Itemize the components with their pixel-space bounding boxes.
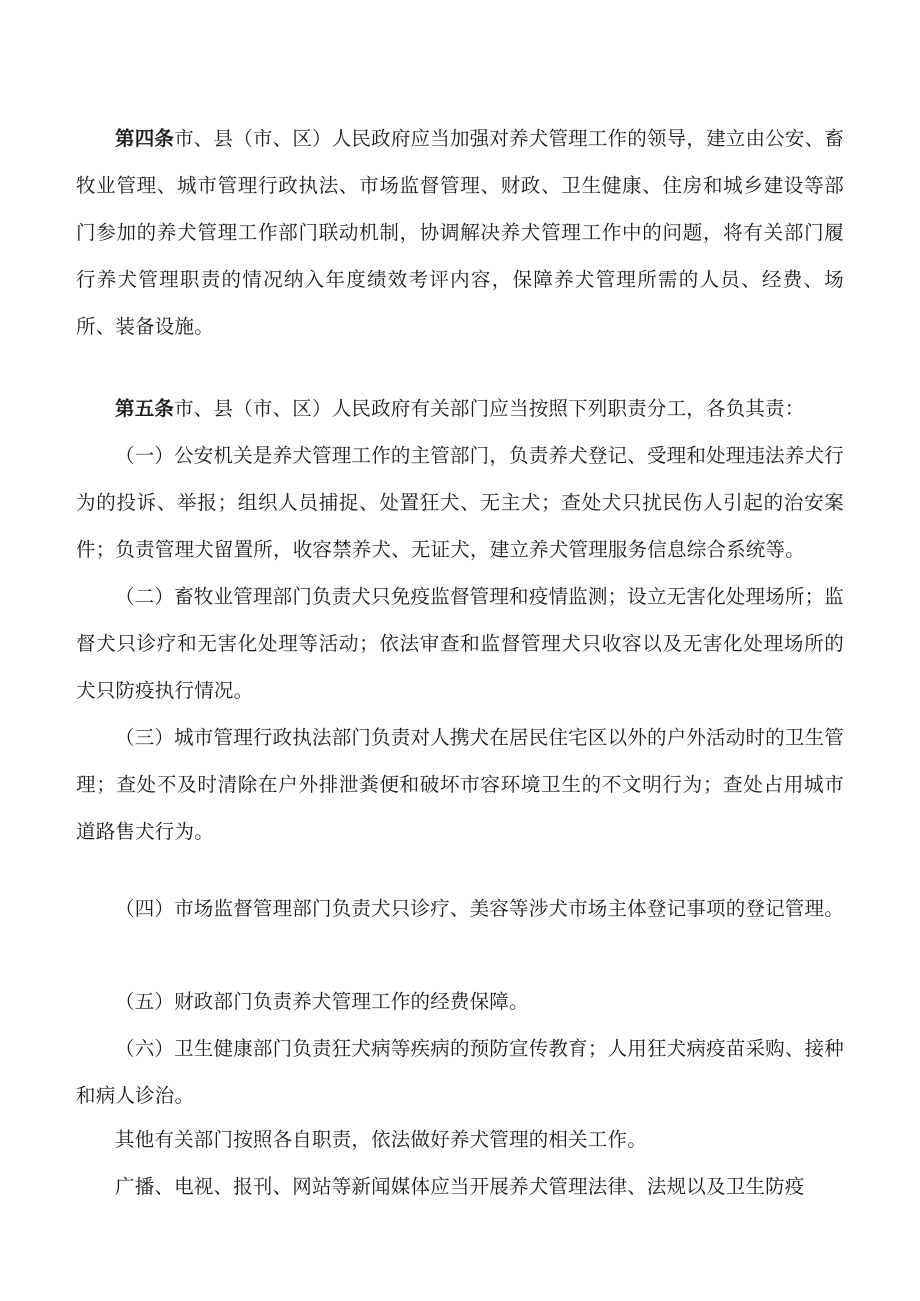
article-4-paragraph bbox=[76, 115, 844, 350]
article-5-item-1: （一）公安机关是养犬管理工作的主管部门，负责养犬登记、受理和处理违法养犬行为的投诉、举报；组织人员捕捉、处置狂犬、无主犬；查处犬只扰民伤人引起的治安案件；负责管理犬留置所，收容禁养犬、无证犬，建立养犬管理服务信息综合系统等。 bbox=[76, 444, 844, 561]
article-4-heading: 第四条 bbox=[115, 127, 175, 150]
media-paragraph: 广播、电视、报刊、网站等新闻媒体应当开展养犬管理法律、法规以及卫生防疫 bbox=[115, 1175, 805, 1198]
article-5-item-3: （三）城市管理行政执法部门负责对人携犬在居民住宅区以外的户外活动时的卫生管理；查处不及时清除在户外排泄粪便和破坏市容环境卫生的不文明行为；查处占用城市道路售犬行为。 bbox=[76, 726, 844, 843]
article-5-text: 市、县（市、区）人民政府有关部门应当按照下列职责分工，各负其责： bbox=[174, 397, 805, 420]
article-5-paragraph bbox=[76, 385, 844, 432]
article-5-item-4: （四）市场监督管理部门负责犬只诊疗、美容等涉犬市场主体登记事项的登记管理。 bbox=[115, 897, 844, 920]
article-5-heading: 第五条 bbox=[115, 397, 175, 420]
article-5-item-5: （五）财政部门负责养犬管理工作的经费保障。 bbox=[115, 990, 529, 1013]
article-5-item-2: （二）畜牧业管理部门负责犬只免疫监督管理和疫情监测；设立无害化处理场所；监督犬只诊疗和无害化处理等活动；依法审查和监督管理犬只收容以及无害化处理场所的犬只防疫执行情况。 bbox=[76, 585, 844, 702]
article-5-item-6: （六）卫生健康部门负责狂犬病等疾病的预防宣传教育；人用狂犬病疫苗采购、接种和病人诊治。 bbox=[76, 1037, 844, 1107]
other-departments-paragraph: 其他有关部门按照各自职责，依法做好养犬管理的相关工作。 bbox=[115, 1128, 647, 1151]
article-4-text: 市、县（市、区）人民政府应当加强对养犬管理工作的领导，建立由公安、畜牧业管理、城市管理行政执法、市场监督管理、财政、卫生健康、住房和城乡建设等部门参加的养犬管理工作部门联动机制，协调解决养犬管理工作中的问题，将有关部门履行养犬管理职责的情况纳入年度绩效考评内容，保障养犬管理所需的人员、经费、场所、装备设施。 bbox=[76, 127, 844, 338]
